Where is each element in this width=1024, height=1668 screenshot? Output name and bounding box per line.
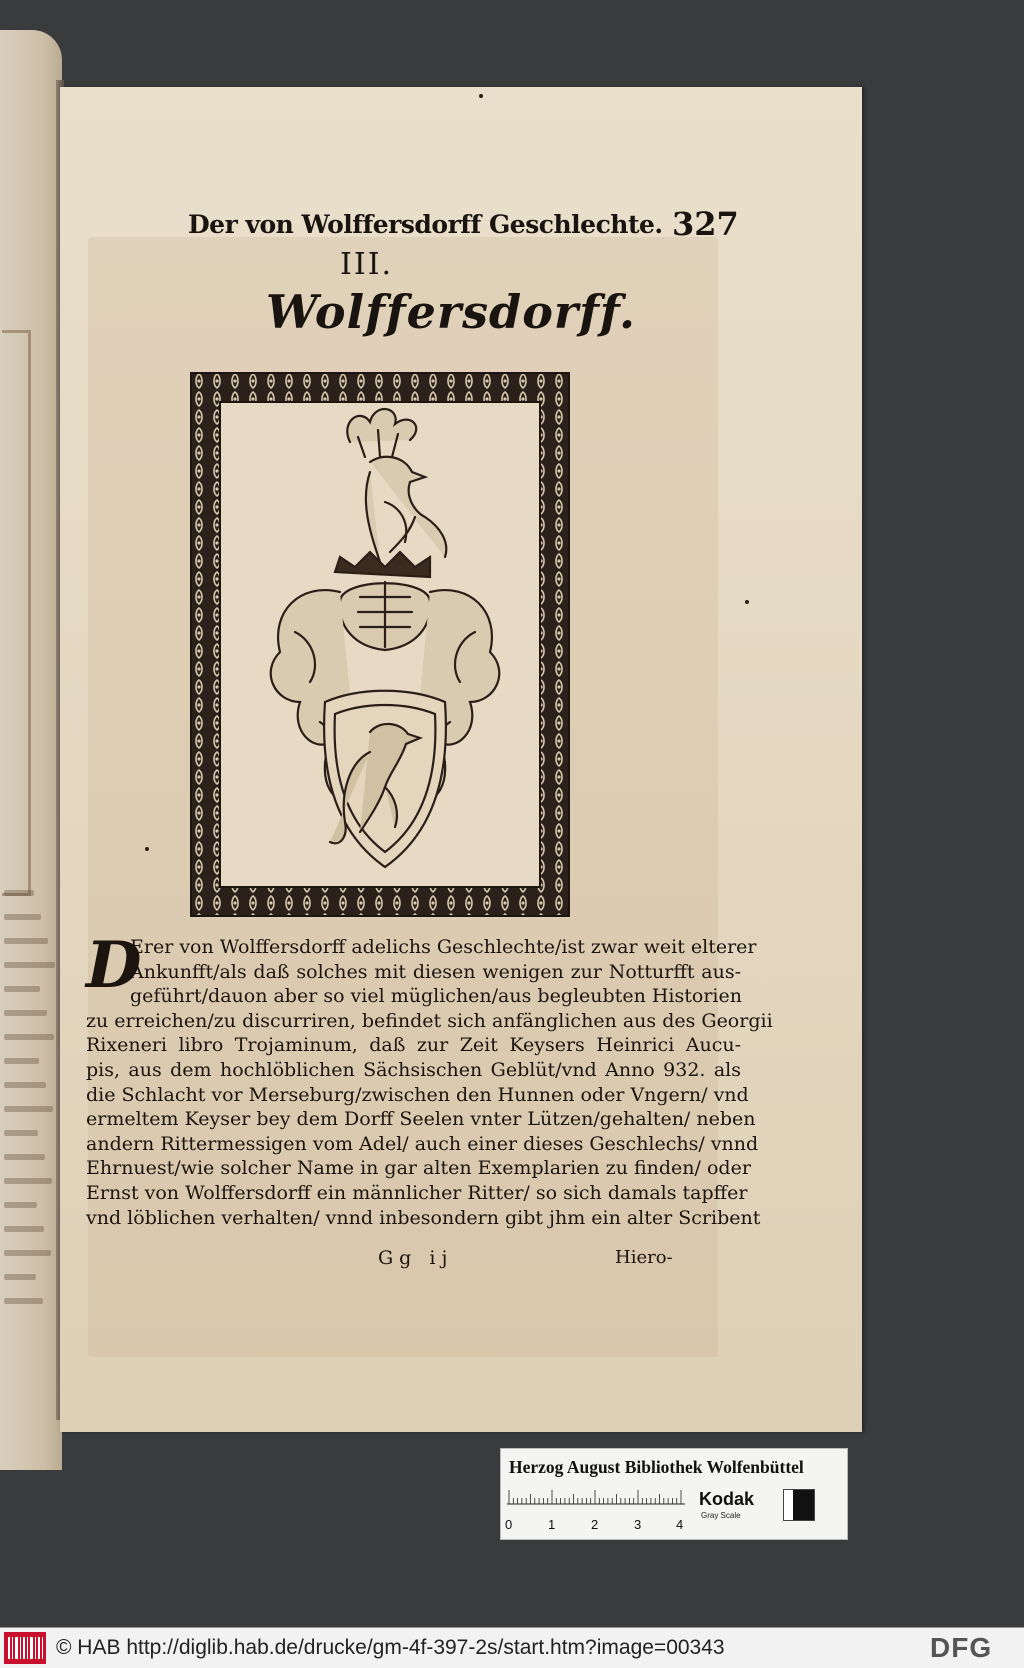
show-through-line	[4, 1178, 52, 1184]
text-line: Rixeneri libro Trojaminum, daß zur Zeit Keysers Heinrici Aucu-	[86, 1034, 741, 1057]
previous-page-edge	[0, 30, 62, 1470]
show-through-line	[4, 1274, 36, 1280]
text-line: ermeltem Keyser bey dem Dorff Seelen vnter Lützen/gehalten/ neben	[86, 1108, 756, 1131]
barcode-icon	[4, 1632, 46, 1664]
show-through-line	[4, 890, 34, 896]
text-line: andern Rittermessigen vom Adel/ auch einer dieses Geschlechs/ vnnd	[86, 1132, 759, 1155]
show-through-line	[4, 962, 55, 968]
signature-mark: Gg ij	[378, 1247, 454, 1269]
show-through-line	[4, 1298, 43, 1304]
show-through-line	[4, 1058, 39, 1064]
show-through-line	[4, 1250, 51, 1256]
ruler-number: 0	[505, 1517, 513, 1532]
drop-cap: D	[86, 928, 142, 1003]
library-label: Herzog August Bibliothek Wolfenbüttel	[509, 1457, 804, 1477]
scanned-page	[60, 87, 862, 1432]
show-through-line	[4, 1226, 44, 1232]
ruler-number: 4	[676, 1517, 684, 1532]
color-calibration-card	[500, 1448, 848, 1540]
show-through-line	[4, 1130, 38, 1136]
text-line: geführt/dauon aber so viel müglichen/aus begleubten Historien	[130, 985, 742, 1008]
gray-scale-label: Gray Scale	[701, 1511, 741, 1520]
text-line: die Schlacht vor Merseburg/zwischen den Hunnen oder Vngern/ vnd	[86, 1083, 749, 1106]
previous-page-illustration-border	[2, 330, 31, 896]
show-through-line	[4, 914, 41, 920]
gray-scale-patch	[783, 1489, 815, 1521]
text-line: zu erreichen/zu discurriren, befindet sich anfänglichen aus des Georgii	[86, 1009, 773, 1032]
show-through-line	[4, 1082, 46, 1088]
ruler-number: 3	[634, 1517, 642, 1532]
ink-speck	[145, 847, 149, 851]
body-text	[86, 928, 773, 1230]
scale-ruler	[507, 1485, 685, 1505]
section-number: III.	[340, 247, 394, 282]
text-line: Ernst von Wolffersdorff ein männlicher Ritter/ so sich damals tapffer	[86, 1181, 748, 1204]
text-line: Ehrnuest/wie solcher Name in gar alten Exemplarien zu finden/ oder	[86, 1157, 751, 1180]
running-head: Der von Wolffersdorff Geschlechte.	[188, 210, 663, 239]
text-line: pis, aus dem hochlöblichen Sächsischen Geblüt/vnd Anno 932. als	[86, 1058, 741, 1081]
show-through-line	[4, 938, 48, 944]
text-line: vnd löblichen verhalten/ vnnd inbesondern gibt jhm ein alter Scribent	[86, 1206, 761, 1229]
text-line: Erer von Wolffersdorff adelichs Geschlechte/ist zwar weit elterer	[130, 936, 757, 958]
show-through-line	[4, 1202, 37, 1208]
text-line: Ankunfft/als daß solches mit diesen wenigen zur Notturfft aus-	[130, 960, 741, 983]
page-number: 327	[672, 205, 739, 243]
show-through-line	[4, 1010, 47, 1016]
coat-of-arms-woodcut	[220, 402, 540, 887]
ruler-number: 1	[548, 1517, 556, 1532]
kodak-logo: Kodak	[699, 1489, 755, 1509]
show-through-line	[4, 1034, 54, 1040]
show-through-line	[4, 1154, 45, 1160]
dfg-logo: DFG	[930, 1632, 993, 1663]
ruler-number: 2	[591, 1517, 599, 1532]
source-url-link[interactable]: © HAB http://diglib.hab.de/drucke/gm-4f-397-2s/start.htm?image=00343	[56, 1636, 725, 1659]
catchword: Hiero-	[615, 1247, 673, 1268]
show-through-line	[4, 986, 40, 992]
footer-bar	[0, 1627, 1024, 1668]
ink-speck	[745, 600, 749, 604]
family-title: Wolffersdorff.	[266, 285, 637, 339]
show-through-line	[4, 1106, 53, 1112]
ink-speck	[479, 94, 483, 98]
